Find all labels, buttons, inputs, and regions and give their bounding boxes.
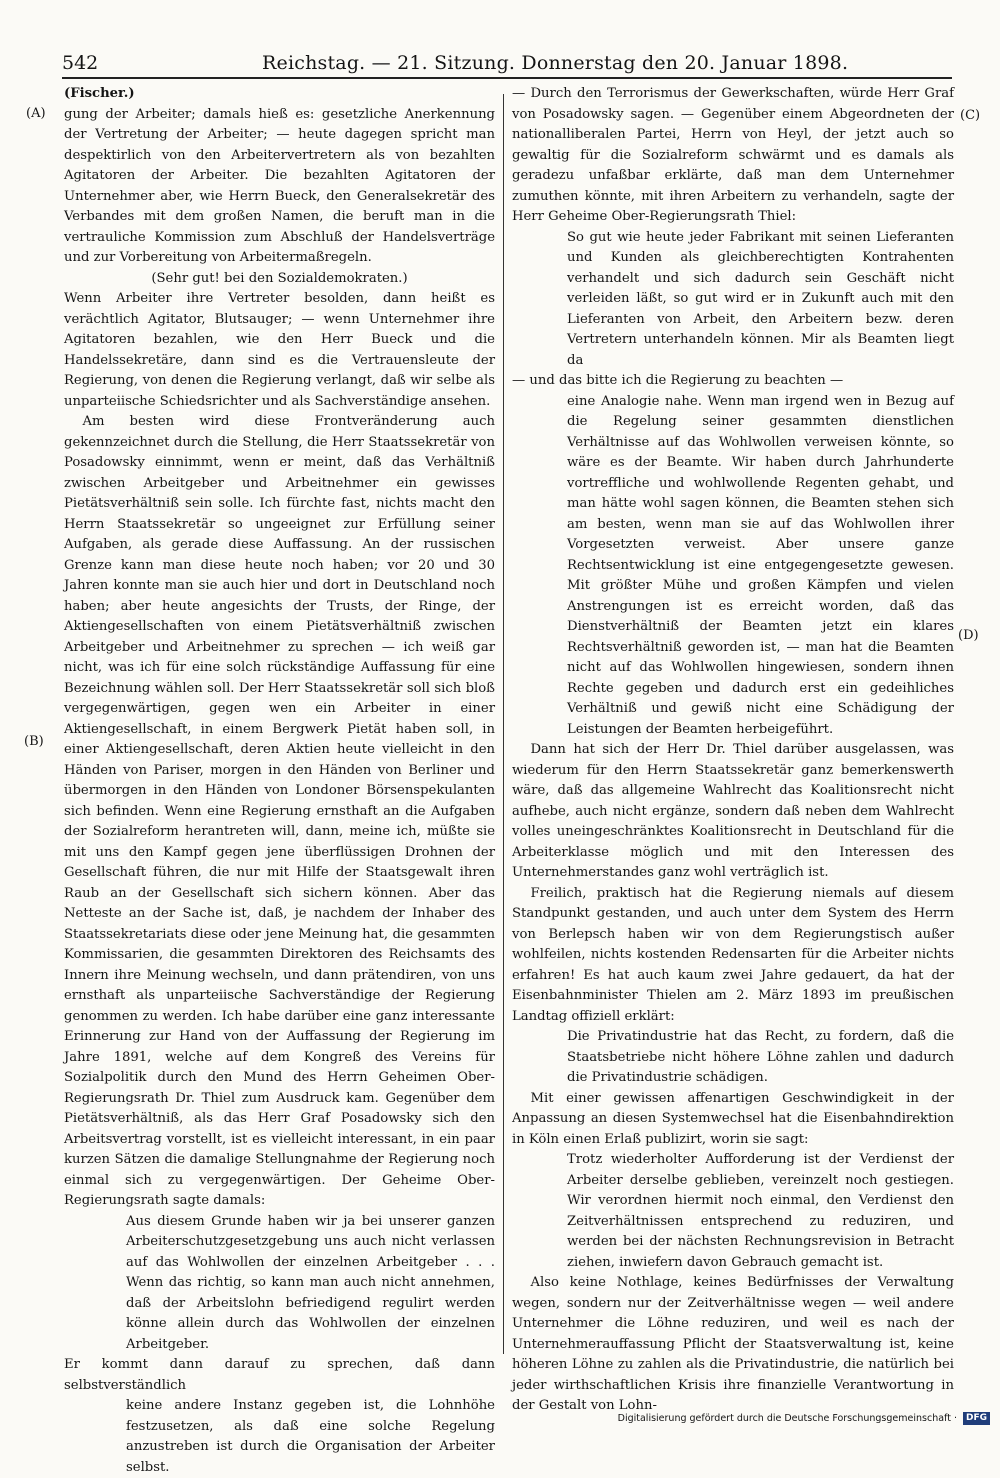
paragraph: Er kommt dann darauf zu sprechen, daß dann selbstverständlich xyxy=(64,1357,495,1393)
margin-marker-c: (C) xyxy=(960,108,981,123)
margin-marker-b: (B) xyxy=(24,734,44,749)
paragraph: gung der Arbeiter; damals hieß es: gesetzliche Anerkennung der Vertretung der Arbeiter; — heute dagegen spricht man despektirlich von den Arbeitervertretern als von bezahlten Agitatoren der Arbeiter. Die bezahlten Agitatoren der Unternehmer aber, wie Herrn Bueck, den Generalsekretär des Verbandes mit dem großen Namen, die beruft man in die vertrauliche Kommission zum Abschluß der Handelsverträge und zur Vorbereitung von Arbeitermaßregeln. xyxy=(64,106,495,265)
footer-text: Digitalisierung gefördert durch die Deutsche Forschungsgemeinschaft · xyxy=(617,1413,957,1424)
page-number: 542 xyxy=(62,52,99,74)
running-header xyxy=(62,50,952,76)
running-title: Reichstag. — 21. Sitzung. Donnerstag den 20. Januar 1898. xyxy=(262,52,849,74)
paragraph: Am besten wird diese Frontveränderung auch gekennzeichnet durch die Stellung, die Herr Staatssekretär von Posadowsky einnimmt, wenn er meint, daß das Verhältniß zwischen Arbeitgeber und Arbeitnehmer ein gewisses Pietätsverhältniß sein solle. Ich fürchte fast, nichts macht den Herrn Staatssekretär so ungeeignet zur Erfüllung seiner Aufgaben, als gerade diese Auffassung. An der russischen Grenze kann man diese heute noch haben; vor 20 und 30 Jahren konnte man sie auch hier und dort in Deutschland noch haben; aber heute angesichts der Trusts, der Ringe, der Aktiengesellschaften von einem Pietätsverhältniß zwischen Arbeitgeber und Arbeitnehmer zu sprechen — ich weiß gar nicht, was ich für eine solch rückständige Auffassung für eine Bezeichnung wählen soll. Der Herr Staatssekretär soll sich bloß vergegenwärtigen, gegen wen ein Arbeiter in einer Aktiengesellschaft, in einem Bergwerk Pietät haben soll, in einer Aktiengesellschaft, deren Aktien heute vielleicht in den Händen von Pariser, morgen in den Händen von Berliner und übermorgen in den Händen von Londoner Börsenspekulanten sich befinden. Wenn eine Regierung ernsthaft an die Aufgaben der Sozialreform herantreten will, dann, meine ich, müßte sie mit uns den Kampf gegen jene überflüssigen Drohnen der Gesellschaft führen, die nur mit Hilfe der Staatsgewalt ihren Raub an der Gesellschaft sich sichern können. Aber das Netteste an der Sache ist, daß, je nachdem der Inhaber des Staatssekretariats diese oder jene Meinung hat, die gesammten Kommissarien, die gesammten Direktoren des Reichsamts des Innern ihre Meinung wechseln, und dann prätendiren, von uns ernsthaft als unparteiische Sachverständige der Regierung genommen zu werden. Ich habe darüber eine ganz interessante Erinnerung zur Hand von der Auffassung der Regierung im Jahre 1891, welche auf dem Kongreß des Vereins für Sozialpolitik durch den Mund des Herrn Geheimen Ober-Regierungsrath Dr. Thiel zum Ausdruck kam. Gegenüber dem Pietätsverhältniß, als das Herr Graf Posadowsky sich den Arbeitsvertrag vorstellt, ist es vielleicht interessant, in ein paar kurzen Sätzen die damalige Stellungnahme der Regierung noch einmal sich zu vergegenwärtigen. Der Geheime Ober-Regierungsrath sagte damals: xyxy=(64,414,495,1208)
block-quote: So gut wie heute jeder Fabrikant mit seinen Lieferanten und Kunden als gleichberechtigten Kontrahenten verhandelt und sich dadurch sein Geschäft nicht verleiden läßt, so gut wird er in Zukunft auch mit den Lieferanten von Arbeit, den Arbeitern bezw. deren Vertretern unterhandeln können. Mir als Beamten liegt da xyxy=(567,229,954,368)
paragraph: Wenn Arbeiter ihre Vertreter besolden, dann heißt es verächtlich Agitator, Blutsauger; — wenn Unternehmer ihre Agitatoren bezahlen, wie den Herr Bueck und die Handelssekretäre, dann sind es die Vertrauensleute der Regierung, von denen die Regierung verlangt, daß wir selbe als unparteiische Schiedsrichter und als Sachverständige ansehen. xyxy=(64,291,495,409)
block-quote: Die Privatindustrie hat das Recht, zu fordern, daß die Staatsbetriebe nicht höhere Löhne zahlen und dadurch die Privatindustrie schädigen. xyxy=(567,1029,954,1085)
block-quote: eine Analogie nahe. Wenn man irgend wen in Bezug auf die Regelung seiner gesammten dienstlichen Verhältnisse auf das Wohlwollen verweisen könnte, so wäre es der Beamte. Wir haben durch Jahrhunderte vortreffliche und wohlwollende Regenten gehabt, und man hätte wohl sagen können, die Beamten stehen sich am besten, wenn man sie auf das Wohlwollen ihrer Vorgesetzten verweist. Aber unsere ganze Rechtsentwicklung ist eine entgegengesetzte gewesen. Mit größter Mühe und großen Kämpfen und vielen Anstrengungen ist es erreicht worden, daß das Dienstverhältniß der Beamten jetzt ein klares Rechtsverhältniß geworden ist, — man hat die Beamten nicht auf das Wohlwollen hingewiesen, sondern ihnen Rechte gegeben und dadurch erst ein gedeihliches Verhältniß und gewiß nicht eine Schädigung der Leistungen der Beamten herbeigeführt. xyxy=(567,393,954,737)
block-quote: Trotz wiederholter Aufforderung ist der Verdienst der Arbeiter derselbe geblieben, vereinzelt noch gestiegen. Wir verordnen hiermit noch einmal, den Verdienst den Zeitverhältnissen entsprechend zu reduziren, und werden bei der nächsten Rechnungsrevision in Betracht ziehen, inwiefern davon Gebrauch gemacht ist. xyxy=(567,1152,954,1270)
column-divider xyxy=(503,94,504,1354)
interjection: (Sehr gut! bei den Sozialdemokraten.) xyxy=(151,270,408,286)
digitization-footer xyxy=(600,1412,990,1426)
paragraph: Also keine Nothlage, keines Bedürfnisses der Verwaltung wegen, sondern nur der Zeitverhältnisse wegen — weil andere Unternehmer die Löhne reduziren, und weil es nach der Unternehmerauffassung Pflicht der Staatsverwaltung ist, keine höheren Löhne zu zahlen als die Privatindustrie, die natürlich bei jeder wirthschaftlichen Krisis ihre finanzielle Verantwortung in der Gestalt von Lohn- xyxy=(512,1275,954,1413)
left-column xyxy=(64,84,495,1475)
block-quote: keine andere Instanz gegeben ist, die Lohnhöhe festzusetzen, als daß eine solche Regelung anzustreben ist durch die Organisation der Arbeiter selbst. xyxy=(126,1398,495,1475)
paragraph: Dann hat sich der Herr Dr. Thiel darüber ausgelassen, was wiederum für den Herrn Staatssekretär ganz bemerkenswerth wäre, daß das allgemeine Wahlrecht das Koalitionsrecht nicht aufhebe, auch nicht ergänze, sondern daß neben dem Wahlrecht volles uneingeschränktes Koalitionsrecht in Deutschland für die Arbeiterklasse möglich und mit den Interessen des Unternehmerstandes ganz wohl verträglich ist. xyxy=(512,742,954,880)
header-rule xyxy=(62,77,952,79)
speaker-name: (Fischer.) xyxy=(64,86,135,101)
paragraph: — Durch den Terrorismus der Gewerkschaften, würde Herr Graf von Posadowsky sagen. — Gegenüber einem Abgeordneten der nationalliberalen Partei, Herrn von Heyl, der jetzt auch so gewaltig für die Sozialreform schwärmt und es damals als geradezu unfaßbar erklärte, daß man dem Unternehmer zumuthen könnte, mit ihren Arbeitern zu verhandeln, sagte der Herr Geheime Ober-Regierungsrath Thiel: xyxy=(512,86,954,224)
margin-marker-d: (D) xyxy=(958,628,979,643)
paragraph: Freilich, praktisch hat die Regierung niemals auf diesem Standpunkt gestanden, und auch unter dem System des Herrn von Berlepsch haben wir von dem Regierungstisch außer wohlfeilen, nichts kostenden Redensarten für die Arbeiter nichts erfahren! Es hat auch kaum zwei Jahre gedauert, da hat der Eisenbahnminister Thielen am 2. März 1893 im preußischen Landtag offiziell erklärt: xyxy=(512,885,954,1024)
block-quote: Aus diesem Grunde haben wir ja bei unserer ganzen Arbeiterschutzgesetzgebung uns auch nicht verlassen auf das Wohlwollen der einzelnen Arbeitgeber . . . Wenn das richtig, so kann man auch nicht annehmen, daß der Arbeitslohn befriedigend regulirt werden könne allein durch das Wohlwollen der einzelnen Arbeitgeber. xyxy=(126,1213,495,1352)
interjection: — und das bitte ich die Regierung zu beachten — xyxy=(512,373,844,388)
margin-marker-a: (A) xyxy=(26,106,46,121)
right-column xyxy=(512,84,954,1413)
dfg-logo: DFG xyxy=(963,1412,990,1425)
paragraph: Mit einer gewissen affenartigen Geschwindigkeit in der Anpassung an diesen Systemwechsel hat die Eisenbahndirektion in Köln einen Erlaß publizirt, worin sie sagt: xyxy=(512,1090,954,1147)
